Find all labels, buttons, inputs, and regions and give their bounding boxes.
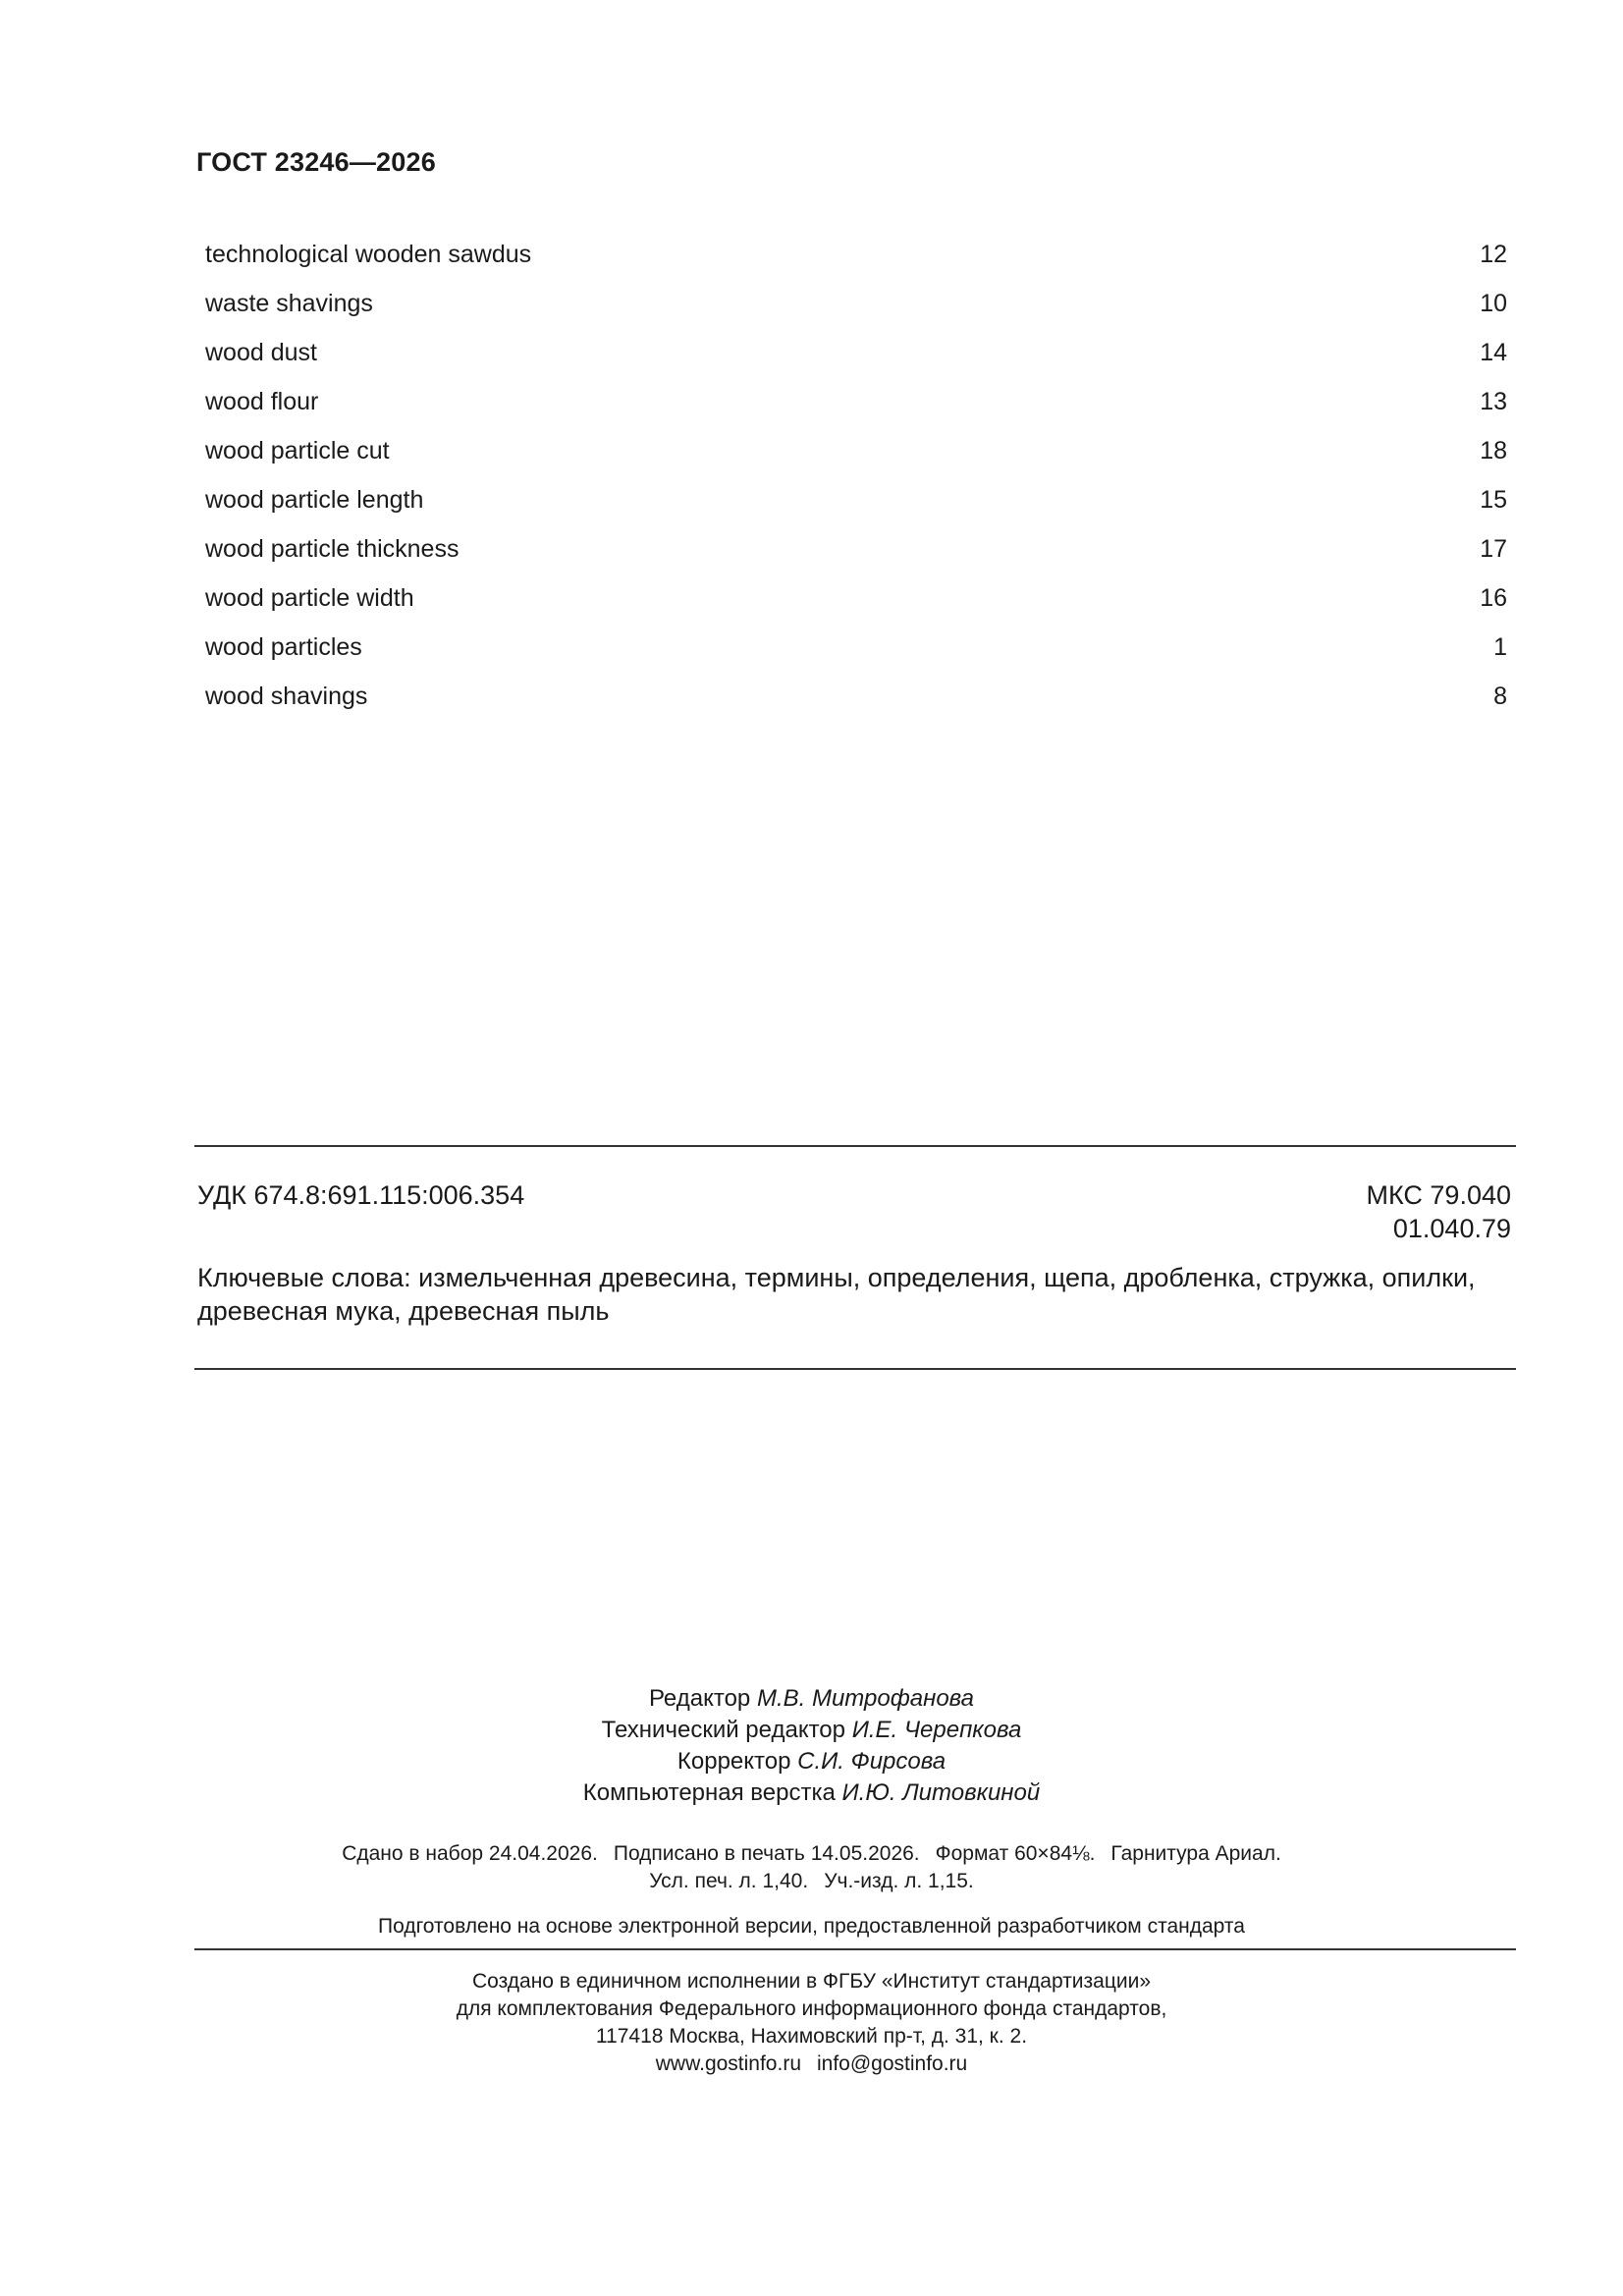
index-row	[205, 385, 1507, 434]
publisher-sheets: Уч.-изд. л. 1,15.	[824, 1870, 974, 1892]
index-number: 12	[1480, 241, 1507, 268]
udc-code: УДК 674.8:691.115:006.354	[197, 1180, 525, 1210]
credit-name: И.Ю. Литовкиной	[841, 1779, 1041, 1806]
credit-role: Компьютерная верстка	[582, 1779, 836, 1806]
keywords-block	[197, 1261, 1518, 1328]
print-info-line	[0, 1868, 1623, 1895]
email-link[interactable]: info@gostinfo.ru	[817, 2052, 968, 2075]
index-number: 13	[1480, 388, 1507, 415]
credit-name: С.И. Фирсова	[797, 1748, 947, 1775]
index-number: 18	[1480, 437, 1507, 465]
index-number: 15	[1480, 486, 1507, 514]
print-info	[0, 1840, 1623, 1895]
credit-proofreader	[0, 1746, 1623, 1777]
credits-block	[0, 1683, 1623, 1809]
index-row	[205, 238, 1507, 287]
mks-codes	[1367, 1178, 1512, 1245]
index-term: wood dust	[205, 339, 317, 366]
print-sheets: Усл. печ. л. 1,40.	[649, 1870, 809, 1892]
prepared-note: Подготовлено на основе электронной версии, предоставленной разработчиком стандарта	[378, 1915, 1245, 1938]
credit-role: Корректор	[676, 1748, 791, 1775]
keywords-line: древесная мука, древесная пыль	[197, 1296, 610, 1326]
footer-contacts	[0, 2050, 1623, 2078]
top-divider	[194, 1145, 1516, 1147]
index-term: wood flour	[205, 388, 319, 415]
index-term: waste shavings	[205, 290, 373, 317]
index-term: wood particle width	[205, 584, 414, 612]
credit-tech-editor	[0, 1715, 1623, 1746]
index-number: 14	[1480, 339, 1507, 366]
index-term: wood particle thickness	[205, 535, 460, 563]
typeface: Гарнитура Ариал.	[1110, 1842, 1281, 1865]
index-row	[205, 581, 1507, 630]
footer-line: Создано в единичном исполнении в ФГБУ «Институт стандартизации»	[471, 1970, 1152, 1993]
index-row	[205, 287, 1507, 336]
index-row	[205, 630, 1507, 680]
index-term: wood particle length	[205, 486, 424, 514]
footer-line: для комплектования Федерального информационного фонда стандартов,	[456, 1997, 1167, 2020]
paper-format: Формат 60×84⅛.	[935, 1842, 1096, 1865]
bottom-divider	[194, 1368, 1516, 1370]
index-row	[205, 434, 1507, 483]
mks-code-primary: МКС 79.040	[1366, 1180, 1511, 1210]
index-number: 16	[1480, 584, 1507, 612]
index-row	[205, 532, 1507, 581]
signed-date: Подписано в печать 14.05.2026.	[613, 1842, 920, 1865]
index-number: 8	[1493, 683, 1507, 710]
submitted-date: Сдано в набор 24.04.2026.	[342, 1842, 598, 1865]
credit-role: Технический редактор	[601, 1717, 846, 1743]
index-term: wood shavings	[205, 683, 368, 710]
footer-divider	[194, 1948, 1516, 1950]
footer-line: 117418 Москва, Нахимовский пр-т, д. 31, к. 2.	[595, 2025, 1028, 2048]
index-row	[205, 336, 1507, 385]
mks-code-secondary: 01.040.79	[1392, 1214, 1511, 1243]
document-code: ГОСТ 23246—2026	[196, 147, 436, 177]
index-term: wood particles	[205, 633, 362, 661]
index-row	[205, 483, 1507, 532]
index-row	[205, 680, 1507, 729]
credit-name: И.Е. Черепкова	[851, 1717, 1022, 1743]
index-term: technological wooden sawdus	[205, 241, 532, 268]
alphabetical-index	[205, 238, 1507, 729]
print-info-line	[0, 1840, 1623, 1868]
footer-block	[0, 1968, 1623, 2078]
credit-role: Редактор	[648, 1685, 751, 1712]
credit-name: М.В. Митрофанова	[756, 1685, 975, 1712]
index-term: wood particle cut	[205, 437, 390, 465]
keywords-line: Ключевые слова: измельченная древесина, термины, определения, щепа, дробленка, стружка, опилки,	[197, 1263, 1476, 1292]
website-link[interactable]: www.gostinfo.ru	[655, 2052, 801, 2075]
index-number: 17	[1480, 535, 1507, 563]
index-number: 10	[1480, 290, 1507, 317]
credit-editor	[0, 1683, 1623, 1715]
index-number: 1	[1493, 633, 1507, 661]
credit-layout	[0, 1777, 1623, 1809]
